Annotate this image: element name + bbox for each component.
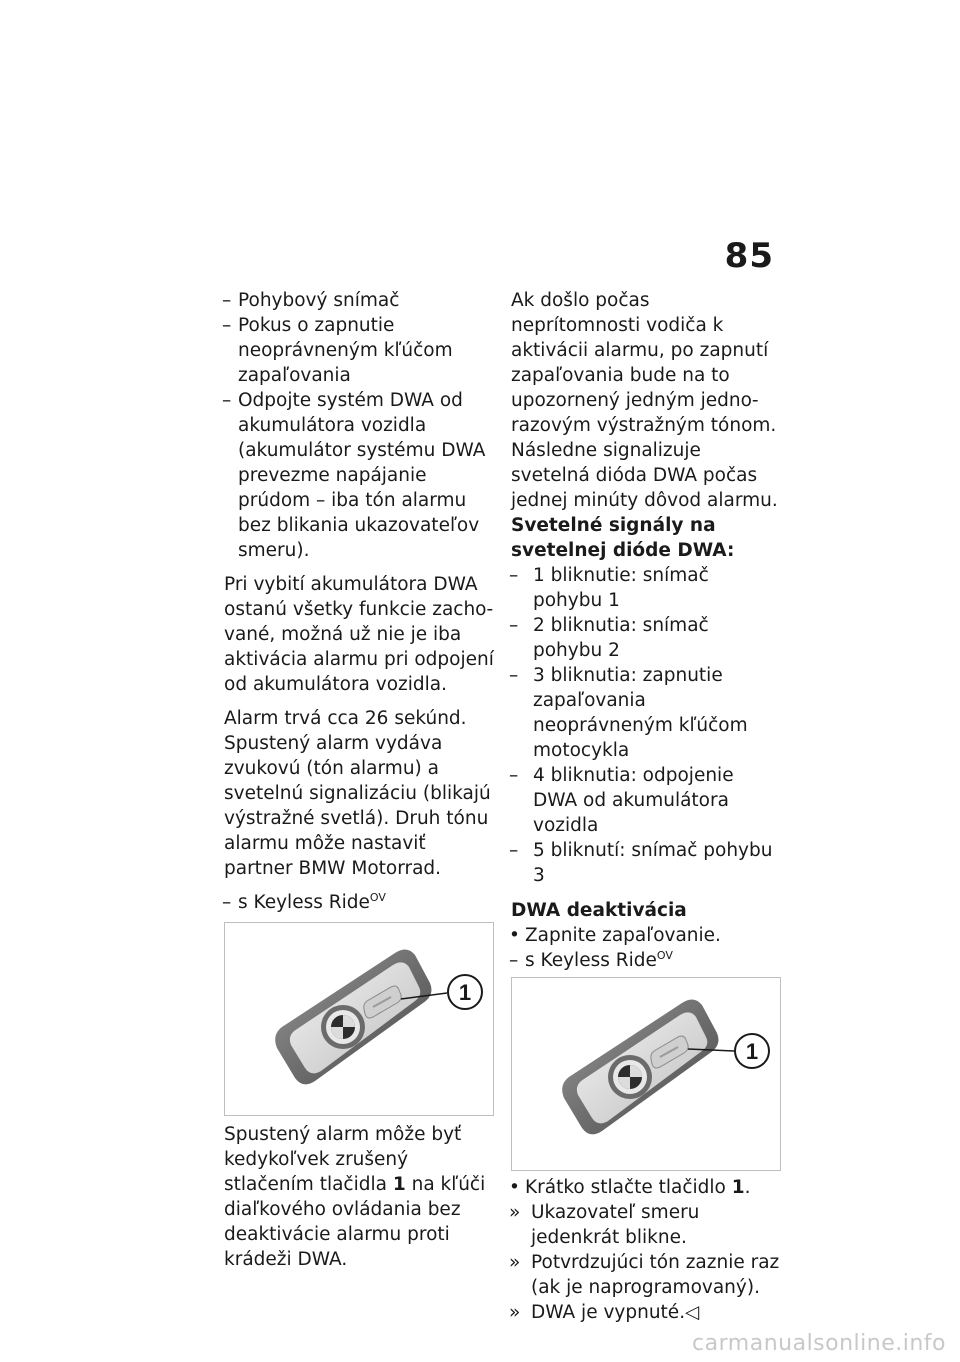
paragraph-alarm-duration: Alarm trvá cca 26 sekúnd. Spustený alarm vydáva zvukovú (tón alarmu) a svetelnú signalizáciu (blikajú výstražné svetlá). Druh tónu alarmu môže nastaviť partner BMW Motorrad.: [224, 708, 491, 879]
page-number: 85: [724, 236, 774, 276]
paragraph-battery: Pri vybití akumulátora DWA ostanú všetky funkcie zachované, možná už nie je iba aktivácia alarmu pri odpojení od akumulátora vozidla.: [224, 574, 494, 695]
keyless-ride-note: [224, 890, 494, 915]
key-fob-illustration: [512, 978, 780, 1170]
step-item: • Zapnite zapaľovanie.: [511, 923, 781, 948]
list-item: – 4 bliknutia: odpojenie DWA od akumulátora vozidla: [511, 763, 781, 838]
result-item: » DWA je vypnuté.◁: [511, 1300, 781, 1325]
list-item: – 2 bliknutia: snímač pohybu 2: [511, 613, 781, 663]
paragraph-alarm-notice: Ak došlo počas neprítomnosti vodiča k aktivácii alarmu, po zapnutí zapaľovania bude na to upozornený jedným jednorazovým výstražným tónom. Následne signalizuje svetelná dióda DWA počas jednej minúty dôvod alarmu.: [511, 290, 778, 511]
heading-dwa-deactivation: DWA deaktivácia: [511, 900, 687, 921]
list-item: – Odpojte systém DWA od akumulátora vozidla (akumulátor systému DWA prevezme napájanie prúdom – iba tón alarmu bez blikania ukazovateľov smeru).: [224, 388, 494, 563]
list-item: – 5 bliknutí: snímač pohybu 3: [511, 838, 781, 888]
list-item: – Pohybový snímač: [224, 288, 494, 313]
key-fob-figure: [511, 977, 781, 1171]
step-item: • Krátko stlačte tlačidlo 1.: [511, 1175, 781, 1200]
keyless-ride-note: [511, 948, 781, 973]
list-item: – Pokus o zapnutie neoprávneným kľúčom zapaľovania: [224, 313, 494, 388]
keyless-ride-sup: OV: [656, 948, 673, 962]
keyless-ride-text: s Keyless Ride: [525, 950, 657, 971]
right-column: [511, 288, 781, 1325]
keyless-ride-sup: OV: [369, 890, 386, 904]
result-item: » Ukazovateľ smeru jedenkrát blikne.: [511, 1200, 781, 1250]
left-column: [224, 288, 494, 1291]
key-fob-illustration: [225, 923, 493, 1115]
list-item: – 1 bliknutie: snímač pohybu 1: [511, 563, 781, 613]
list-item: – 3 bliknutia: zapnutie zapaľovania neoprávneným kľúčom motocykla: [511, 663, 781, 763]
keyless-ride-text: s Keyless Ride: [238, 892, 370, 913]
figure-callout-label: 1: [745, 1039, 759, 1064]
result-item: » Potvrdzujúci tón zaznie raz (ak je naprogramovaný).: [511, 1250, 781, 1300]
paragraph-cancel-alarm: Spustený alarm môže byť kedykoľvek zrušený stlačením tlačidla 1 na kľúči diaľkového ovládania bez deaktivácie alarmu proti krádeži DWA.: [224, 1124, 486, 1270]
figure-callout-label: 1: [458, 980, 472, 1005]
heading-led-signals: Svetelné signály na svetelnej dióde DWA:: [511, 515, 735, 561]
key-fob-figure: [224, 922, 494, 1116]
watermark: carmanualsonline.info: [692, 1331, 946, 1356]
